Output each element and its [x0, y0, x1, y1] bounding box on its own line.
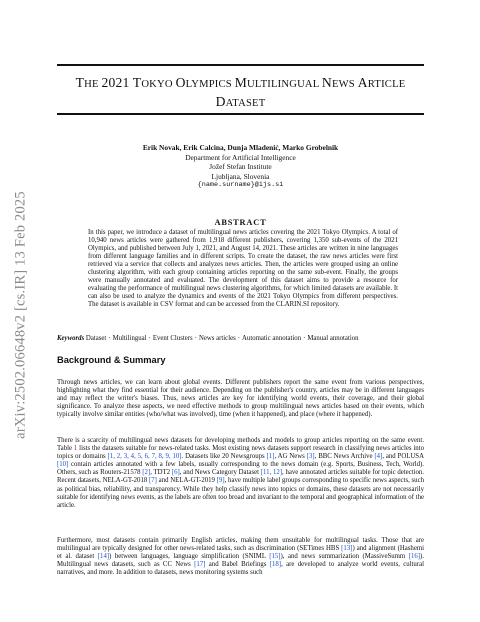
title-fragment: ULTILINGUAL	[247, 79, 322, 90]
paragraph-text: , TDT2	[150, 469, 172, 477]
title-fragment: RTICLE	[367, 79, 406, 90]
arxiv-identifier: arXiv:2502.06648v2 [cs.IR] 13 Feb 2025	[12, 191, 29, 439]
keyword-separator: ·	[303, 335, 306, 342]
title-fragment: LYMPICS	[185, 79, 235, 90]
author-institute: Jožef Stefan Institute	[209, 162, 272, 172]
title-fragment: D	[215, 94, 226, 109]
paragraph-text: ). Multilingual news datasets, such as CC News	[57, 553, 424, 569]
title-top-rule	[57, 64, 424, 66]
arxiv-identifier-sidebar	[6, 170, 36, 460]
keyword-item: Automatic annotation	[242, 335, 302, 342]
title-fragment: T	[75, 75, 85, 90]
keyword-item: Dataset	[85, 335, 107, 342]
citation-link[interactable]: [17]	[194, 561, 206, 569]
title-fragment: HE	[84, 79, 102, 90]
paragraph-text: Furthermore, most datasets contain primarily English articles, making them unsuitable for multilingual tasks. Those that are multilingual are typically designed for other news-related tasks, such as discrimination (SETimes HBS	[57, 537, 424, 553]
paragraph-text: , and POLUSA	[382, 453, 424, 461]
keyword-item: News articles	[198, 335, 236, 342]
paragraph-text: and NELA-GT-2019	[156, 477, 217, 485]
paragraph-text: ) between languages, language simplification (SNIML	[109, 553, 270, 561]
citation-link[interactable]: [2]	[142, 469, 151, 477]
citation-link[interactable]: [7]	[149, 477, 157, 485]
paragraph-text: There is a scarcity of multilingual news datasets for developing methods and models to group articles reporting on the same event. Table	[57, 437, 424, 453]
citation-link[interactable]: [4]	[374, 453, 383, 461]
abstract-heading: ABSTRACT	[214, 218, 267, 227]
title-fragment: A	[357, 75, 368, 90]
citation-link[interactable]: [10]	[57, 461, 69, 469]
citation-link[interactable]: [14]	[97, 553, 110, 561]
paragraph-text: , are developed to analyze world events, cultural narratives, and more. In addition to datasets, news monitoring systems such	[57, 561, 424, 577]
paragraph-text: ), and news summarization (MassiveSumm	[280, 553, 409, 561]
title-fragment: OKYO	[141, 79, 176, 90]
keyword-separator: ·	[148, 335, 151, 342]
paper-title	[57, 74, 424, 112]
table-reference-link[interactable]: 1	[73, 445, 78, 453]
title-fragment: EWS	[331, 79, 358, 90]
paragraph-text: lists the datasets suitable for news-related tasks. Most existing news datasets support research in classifying news articles into topics or domains	[57, 445, 424, 461]
paragraph-text: . Datasets like 20 Newsgroups	[181, 453, 267, 461]
keywords-line	[57, 335, 424, 344]
title-line-2	[57, 93, 424, 112]
citation-link[interactable]: [9]	[216, 477, 225, 485]
paragraph-text: , and News Category Dataset	[179, 469, 261, 477]
paragraph-3	[57, 537, 424, 577]
paragraph-text: , have annotated articles suitable for topic detection. Recent datasets, NELA-GT-2018	[57, 469, 424, 485]
title-fragment: ATASET	[225, 98, 266, 109]
keyword-separator: ·	[237, 335, 241, 342]
citation-link[interactable]: [16]	[408, 553, 421, 561]
citation-link[interactable]: [1, 2, 3, 4, 5, 6, 7, 8, 9, 10]	[107, 453, 182, 461]
paragraph-text: ) and alignment (Hashemi et al. dataset	[57, 545, 425, 561]
paragraph-text: , BBC News Archive	[314, 453, 375, 461]
paragraph-text: and Babel Briefings	[205, 561, 270, 569]
citation-link[interactable]: [6]	[171, 469, 180, 477]
title-fragment: 2021 T	[101, 75, 142, 90]
keyword-separator: ·	[194, 335, 197, 342]
title-bottom-rule	[57, 113, 424, 115]
title-line-1	[57, 74, 424, 93]
title-fragment: O	[175, 75, 186, 90]
keyword-item: Manual annotation	[307, 335, 359, 342]
citation-link[interactable]: [1]	[266, 453, 275, 461]
abstract-text: In this paper, we introduce a dataset of multilingual news articles covering the 2021 Tokyo Olympics. A total of 10,940 news articles were gathered from 1,918 different publishers, covering 1,350 sub-events of the 2021 Olympics, and published between July 1, 2021, and August 14, 2021. These articles are written in nine languages from different language families and in different scripts. To create the dataset, the raw news articles were first retrieved via a service that collects and analyzes news articles. Then, the articles were grouped using an online clustering algorithm, with each group containing articles reporting on the same sub-event. Finally, the groups were manually annotated and evaluated. The development of this dataset aims to provide a resource for evaluating the performance of multilingual news clustering algorithms, for which limited datasets are available. It can also be used to analyze the dynamics and events of the 2021 Tokyo Olympics from different perspectives. The dataset is available in CSV format and can be accessed from the CLARIN.SI repository.	[88, 229, 398, 309]
author-block	[57, 143, 424, 191]
author-department: Department for Artificial Intelligence	[185, 152, 296, 162]
paragraph-2	[57, 437, 424, 510]
section-heading: Background & Summary	[57, 355, 166, 365]
keyword-item: Multilingual	[112, 335, 147, 342]
citation-link[interactable]: [18]	[269, 561, 282, 569]
author-names: Erik Novak, Erik Calcina, Dunja Mladenić, Marko Grobelnik	[142, 143, 339, 152]
paragraph-text: , AG News	[274, 453, 307, 461]
citation-link[interactable]: [13]	[341, 545, 353, 553]
citation-link[interactable]: [3]	[306, 453, 315, 461]
keyword-separator: ·	[108, 335, 111, 342]
author-email: {name.surname}@ijs.si	[197, 181, 284, 190]
keywords-list	[86, 335, 359, 342]
keyword-item: Event Clusters	[152, 335, 193, 342]
paragraph-1: Through news articles, we can learn about global events. Different publishers report the same event from various perspectives, highlighting what they find essential for their audience. Depending on the publisher's country, articles may be in different languages and may reflect the writer's biases. Thus, news articles are key for identifying world events, their coverage, and their global significance. To analyze these aspects, we need effective methods to group multilingual news articles based on their events, which typically involve similar entities (who/what was involved), time (when it happened), and place (where it happened).	[57, 379, 424, 419]
paragraph-text: contain articles annotated with a few labels, usually corresponding to the news domain (e.g. Sports, Business, Tech, World). Others, such as Routers-21578	[57, 461, 424, 477]
author-city: Ljubljana, Slovenia	[211, 171, 270, 181]
keywords-label: Keywords	[57, 335, 85, 342]
paragraph-text: , have multiple label groups corresponding to specific news aspects, such as political bias, reliability, and transparency. While they help classify news into topics or domains, these datasets are not necessarily suitable for identifying news events, as the labels are often too broad and invariant to the temporal and geographical information of the article.	[57, 477, 424, 509]
citation-link[interactable]: [11, 12]	[260, 469, 283, 477]
title-fragment: M	[234, 75, 248, 90]
citation-link[interactable]: [15]	[269, 553, 281, 561]
title-fragment: N	[321, 75, 332, 90]
